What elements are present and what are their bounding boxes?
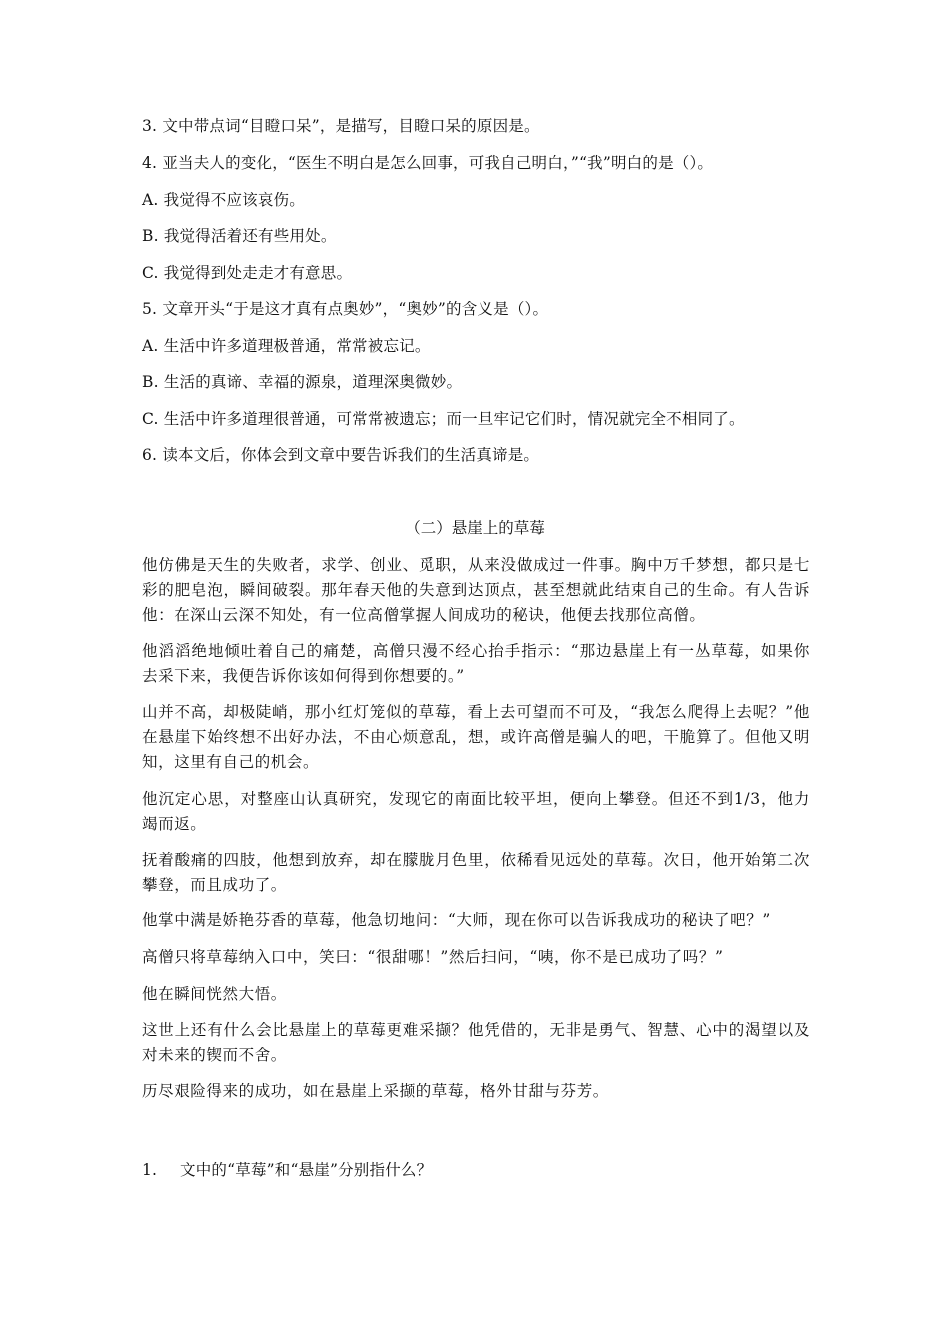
question-5: 5. 文章开头“于是这才真有点奥妙”，“奥妙”的含义是（）。 (142, 300, 549, 318)
paragraph-1: 他仿佛是天生的失败者，求学、创业、觅职，从来没做成过一件事。胸中万千梦想，都只是七彩的肥皂泡，瞬间破裂。那年春天他的失意到达顶点，甚至想就此结束自己的生命。有人告诉他：在深山云深不知处，有一位高僧掌握人间成功的秘诀，他便去找那位高僧。 (142, 556, 810, 624)
option-5b: B. 生活的真谛、幸福的源泉，道理深奥微妙。 (142, 373, 463, 391)
paragraph-8: 他在瞬间恍然大悟。 (142, 985, 287, 1003)
paragraph-2: 他滔滔绝地倾吐着自己的痛楚，高僧只漫不经心抬手指示：“那边悬崖上有一丛草莓，如果你去采下来，我便告诉你该如何得到你想要的。” (142, 642, 810, 685)
question-1 (142, 1158, 812, 1183)
paragraph-7: 高僧只将草莓纳入口中，笑曰：“很甜哪！”然后扫问，“咦，你不是已成功了吗？” (142, 948, 724, 966)
paragraph-5: 抚着酸痛的四肢，他想到放弃，却在朦胧月色里，依稀看见远处的草莓。次日，他开始第二次攀登，而且成功了。 (142, 851, 810, 894)
option-4b: B. 我觉得活着还有些用处。 (142, 227, 337, 245)
question-4: 4. 亚当夫人的变化，“医生不明白是怎么回事，可我自己明白，”“我”明白的是（）。 (142, 154, 714, 172)
option-5c: C. 生活中许多道理很普通，可常常被遗忘；而一旦牢记它们时，情况就完全不相同了。 (142, 410, 745, 428)
option-5a: A. 生活中许多道理极普通，常常被忘记。 (142, 337, 431, 355)
question-1-text: 文中的“草莓”和“悬崖”分别指什么？ (180, 1161, 433, 1179)
question-1-number: 1. (142, 1161, 158, 1179)
option-4c: C. 我觉得到处走走才有意思。 (142, 264, 353, 282)
section-title: （二）悬崖上的草莓 (405, 519, 545, 537)
paragraph-3: 山并不高，却极陡峭，那小红灯笼似的草莓，看上去可望而不可及，“我怎么爬得上去呢？”他在悬崖下始终想不出好办法，不由心烦意乱，想，或许高僧是骗人的吧，干脆算了。但他又明知，这里有自己的机会。 (142, 703, 810, 771)
paragraph-10: 历尽艰险得来的成功，如在悬崖上采撷的草莓，格外甘甜与芬芳。 (142, 1082, 609, 1100)
question-6: 6. 读本文后，你体会到文章中要告诉我们的生活真谛是。 (142, 446, 540, 464)
paragraph-4: 他沉定心思，对整座山认真研究，发现它的南面比较平坦，便向上攀登。但还不到1/3，他力竭而返。 (142, 790, 810, 833)
question-3: 3. 文中带点词“目瞪口呆”，是描写，目瞪口呆的原因是。 (142, 117, 540, 135)
paragraph-9: 这世上还有什么会比悬崖上的草莓更难采撷？他凭借的，无非是勇气、智慧、心中的渴望以及对未来的锲而不舍。 (142, 1021, 810, 1064)
paragraph-6: 他掌中满是娇艳芬香的草莓，他急切地问：“大师，现在你可以告诉我成功的秘诀了吧？” (142, 911, 771, 929)
option-4a: A. 我觉得不应该哀伤。 (142, 191, 305, 209)
